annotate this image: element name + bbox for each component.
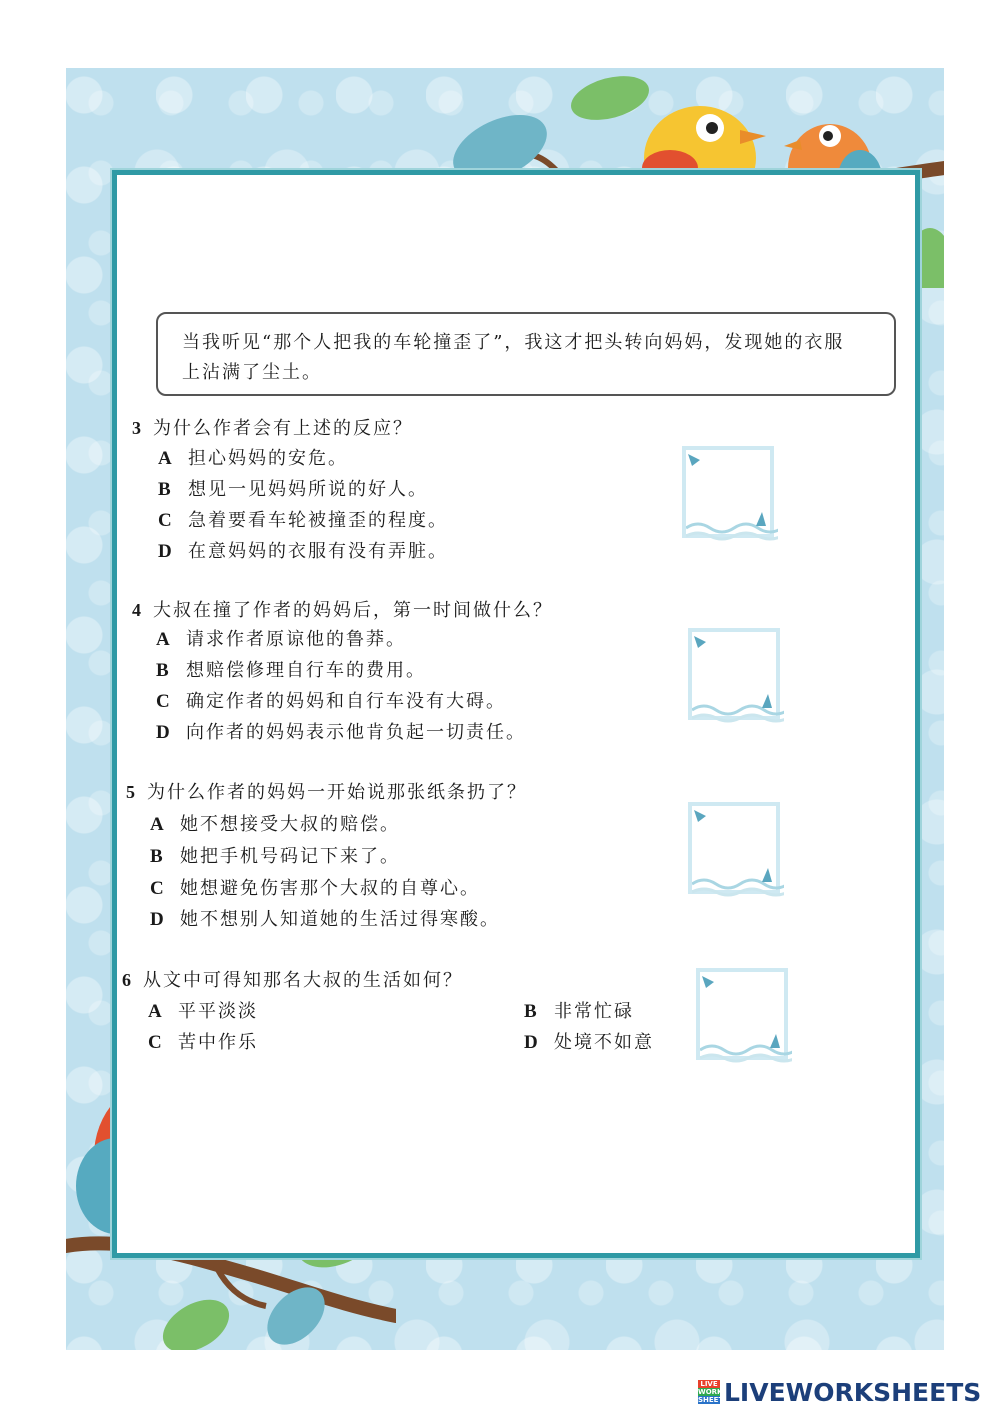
logo-badge-icon: [698, 1379, 729, 1405]
option-c: [156, 687, 506, 713]
question-stem: [122, 966, 463, 992]
option-d: [156, 718, 526, 744]
option-b: [156, 656, 426, 682]
option-a: [148, 997, 258, 1023]
option-letter: D: [158, 541, 174, 562]
option-text: 非常忙碌: [554, 1001, 634, 1022]
option-letter: C: [148, 1032, 164, 1053]
option-text: 她不想别人知道她的生活过得寒酸。: [180, 909, 500, 930]
option-text: 苦中作乐: [178, 1032, 258, 1053]
question-text: 从文中可得知那名大叔的生活如何？: [143, 970, 463, 991]
passage-box: [156, 312, 896, 396]
wave-decoration-icon: [700, 972, 792, 1064]
option-text: 她把手机号码记下来了。: [180, 846, 400, 867]
option-text: 处境不如意: [554, 1032, 654, 1053]
option-letter: D: [524, 1032, 540, 1053]
wave-decoration-icon: [692, 806, 784, 898]
question-text: 为什么作者会有上述的反应？: [153, 418, 413, 439]
question-text: 大叔在撞了作者的妈妈后，第一时间做什么？: [153, 600, 553, 621]
question-number: 3: [132, 418, 143, 438]
option-a: [150, 810, 400, 836]
option-letter: A: [158, 448, 174, 469]
option-text: 想赔偿修理自行车的费用。: [186, 660, 426, 681]
question-stem: [132, 414, 413, 440]
option-b: [158, 475, 428, 501]
option-a: [158, 444, 348, 470]
option-text: 请求作者原谅他的鲁莽。: [186, 629, 406, 650]
option-b: [524, 997, 634, 1023]
option-text: 向作者的妈妈表示他肯负起一切责任。: [186, 722, 526, 743]
answer-box-q4[interactable]: [688, 628, 780, 720]
option-c: [148, 1028, 258, 1054]
passage-line-2: 上沾满了尘土。: [182, 362, 322, 383]
logo-badge-line: WORK: [698, 1388, 723, 1396]
option-letter: A: [150, 814, 166, 835]
option-d: [524, 1028, 654, 1054]
wave-decoration-icon: [692, 632, 784, 724]
option-text: 担心妈妈的安危。: [188, 448, 348, 469]
question-number: 4: [132, 600, 143, 620]
option-letter: C: [156, 691, 172, 712]
option-text: 急着要看车轮被撞歪的程度。: [188, 510, 448, 531]
question-stem: [132, 596, 553, 622]
wave-decoration-icon: [686, 450, 778, 542]
option-b: [150, 842, 400, 868]
option-c: [150, 874, 480, 900]
question-number: 6: [122, 970, 133, 990]
option-letter: B: [158, 479, 173, 500]
logo-text: LIVEWORKSHEETS: [724, 1377, 982, 1407]
option-d: [158, 537, 448, 563]
option-text: 想见一见妈妈所说的好人。: [188, 479, 428, 500]
option-text: 确定作者的妈妈和自行车没有大碍。: [186, 691, 506, 712]
option-letter: C: [158, 510, 174, 531]
liveworksheets-logo[interactable]: [698, 1376, 981, 1408]
answer-box-q3[interactable]: [682, 446, 774, 538]
logo-badge-line: SHEETS: [698, 1396, 729, 1404]
option-letter: C: [150, 878, 166, 899]
option-letter: A: [148, 1001, 164, 1022]
option-d: [150, 905, 500, 931]
option-letter: D: [150, 909, 166, 930]
option-letter: D: [156, 722, 172, 743]
option-text: 平平淡淡: [178, 1001, 258, 1022]
option-letter: A: [156, 629, 172, 650]
answer-box-q5[interactable]: [688, 802, 780, 894]
option-a: [156, 625, 406, 651]
answer-box-q6[interactable]: [696, 968, 788, 1060]
option-text: 在意妈妈的衣服有没有弄脏。: [188, 541, 448, 562]
option-text: 她不想接受大叔的赔偿。: [180, 814, 400, 835]
option-letter: B: [524, 1001, 539, 1022]
question-number: 5: [126, 782, 137, 802]
option-text: 她想避免伤害那个大叔的自尊心。: [180, 878, 480, 899]
passage-line-1: 当我听见“那个人把我的车轮撞歪了”，我这才把头转向妈妈，发现她的衣服: [182, 332, 845, 353]
option-letter: B: [156, 660, 171, 681]
question-stem: [126, 778, 527, 804]
question-text: 为什么作者的妈妈一开始说那张纸条扔了？: [147, 782, 527, 803]
option-letter: B: [150, 846, 165, 867]
option-c: [158, 506, 448, 532]
logo-badge-line: LIVE: [698, 1380, 720, 1388]
